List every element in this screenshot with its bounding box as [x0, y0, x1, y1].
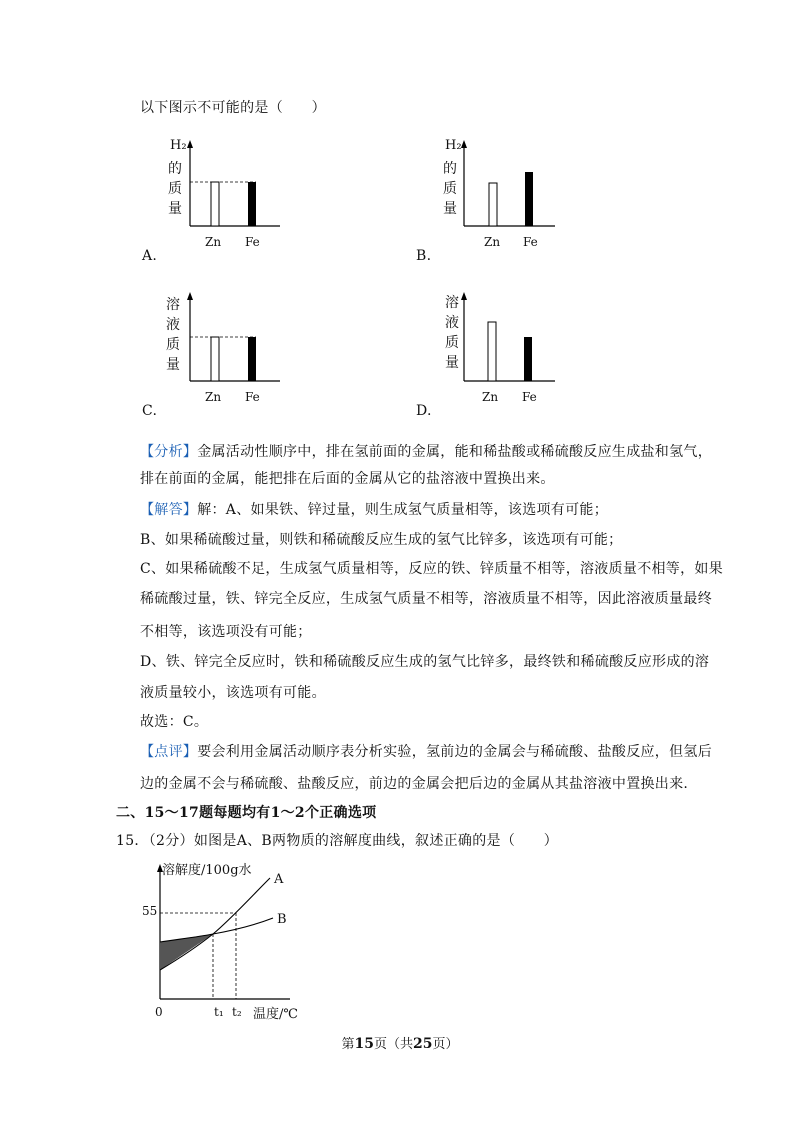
- panel-b-bar-zn: [489, 183, 497, 226]
- panel-c-bar-fe: [248, 337, 256, 381]
- analysis-line-2: 排在前面的金属，能把排在后面的金属从它的盐溶液中置换出来。: [140, 471, 555, 487]
- answer-line-6: D、铁、锌完全反应时，铁和稀硫酸反应生成的氢气比锌多，最终铁和稀硫酸反应形成的溶: [140, 654, 710, 670]
- q15-text: 15．（2分）如图是A、B两物质的溶解度曲线，叙述正确的是（ ）: [116, 833, 559, 849]
- comment-line-2: 边的金属不会与稀硫酸、盐酸反应，前边的金属会把后边的金属从其盐溶液中置换出来.: [140, 776, 689, 792]
- answer-tag: 【解答】: [140, 502, 198, 518]
- answer-line-5: 不相等，该选项没有可能；: [140, 624, 312, 640]
- comment-tag: 【点评】: [140, 744, 198, 760]
- panel-c-ylabel-4: 量: [166, 357, 180, 373]
- panel-b-ylabel-3: 质: [443, 181, 457, 197]
- option-d-label: D.: [416, 403, 432, 419]
- q15-ylabel: 溶解度/100g水: [162, 863, 252, 878]
- answer-line-8: 故选：C。: [140, 714, 209, 730]
- panel-b-xlabel-zn: Zn: [484, 235, 501, 249]
- panel-c-y-arrow: [187, 292, 193, 300]
- panel-c-ylabel-2: 液: [166, 317, 180, 333]
- answer-line-4: 稀硫酸过量，铁、锌完全反应，生成氢气质量不相等，溶液质量不相等，因此溶液质量最终: [140, 591, 712, 607]
- answer-line-7: 液质量较小，该选项有可能。: [140, 685, 326, 701]
- analysis-line-1: 【分析】金属活动性顺序中，排在氢前面的金属，能和稀盐酸或稀硫酸反应生成盐和氢气，: [140, 444, 713, 460]
- panel-c-bar-zn: [211, 337, 219, 381]
- panel-a-xlabel-zn: Zn: [205, 235, 222, 249]
- panel-a-ylabel-2: 的: [168, 161, 182, 177]
- q15-xlabel: 温度/℃: [253, 1007, 298, 1022]
- panel-a-y-arrow: [187, 140, 193, 148]
- panel-a-ylabel-3: 质: [168, 181, 182, 197]
- panel-b-ylabel-2: 的: [443, 161, 457, 177]
- answer-line-2: B、如果稀硫酸过量，则铁和稀硫酸反应生成的氢气比锌多，该选项有可能；: [140, 532, 623, 548]
- panel-a-bar-fe: [248, 182, 256, 226]
- footer-total-pages: 25: [413, 1036, 433, 1052]
- q15-origin: 0: [155, 1005, 163, 1019]
- panel-d-xlabel-fe: Fe: [522, 390, 537, 404]
- question-intro: 以下图示不可能的是（ ）: [140, 100, 326, 116]
- option-b-label: B.: [416, 248, 432, 264]
- panel-d-ylabel-2: 液: [445, 315, 459, 331]
- option-c-label: C.: [142, 403, 158, 419]
- solubility-chart: [140, 858, 320, 1028]
- panel-b-ylabel-1: H₂: [445, 138, 462, 153]
- option-a-label: A.: [142, 248, 158, 264]
- panel-a-xlabel-fe: Fe: [245, 235, 260, 249]
- panel-a-ylabel-4: 量: [168, 201, 182, 217]
- panel-d-xlabel-zn: Zn: [482, 390, 499, 404]
- panel-d-bar-fe: [524, 337, 532, 381]
- answer-line-1: 【解答】解：A、如果铁、锌过量，则生成氢气质量相等，该选项有可能；: [140, 502, 609, 518]
- footer-page-number: 15: [354, 1036, 374, 1052]
- chart-panel-d: [435, 289, 585, 407]
- q15-x-tick-t2: t₂: [232, 1005, 242, 1019]
- panel-c-xlabel-fe: Fe: [245, 390, 260, 404]
- q15-y-tick-55: 55: [142, 904, 158, 918]
- section-title: 二、15～17题每题均有1～2个正确选项: [116, 805, 377, 821]
- curve-b-label: B: [277, 912, 287, 927]
- chart-panel-a: [160, 135, 310, 250]
- panel-d-bar-zn: [488, 322, 496, 381]
- panel-d-y-arrow: [461, 292, 467, 300]
- panel-c-xlabel-zn: Zn: [205, 390, 222, 404]
- answer-line-3: C、如果稀硫酸不足，生成氢气质量相等，反应的铁、锌质量不相等，溶液质量不相等，如果: [140, 561, 724, 577]
- panel-d-ylabel-1: 溶: [445, 295, 459, 311]
- panel-a-ylabel-1: H₂: [170, 138, 187, 153]
- curve-a-label: A: [274, 872, 284, 887]
- panel-b-ylabel-4: 量: [443, 201, 457, 217]
- page-footer: 第15页（共25页）: [341, 1036, 459, 1052]
- panel-d-ylabel-4: 量: [445, 355, 459, 371]
- panel-d-ylabel-3: 质: [445, 335, 459, 351]
- comment-line-1: 【点评】要会利用金属活动顺序表分析实验，氢前边的金属会与稀硫酸、盐酸反应，但氢后: [140, 744, 713, 760]
- panel-a-bar-zn: [211, 182, 219, 226]
- panel-b-y-arrow: [461, 140, 467, 148]
- curve-b: [160, 918, 273, 942]
- panel-c-ylabel-1: 溶: [166, 297, 180, 313]
- q15-x-tick-t1: t₁: [214, 1005, 224, 1019]
- panel-c-ylabel-3: 质: [166, 337, 180, 353]
- analysis-tag: 【分析】: [140, 444, 198, 460]
- panel-b-xlabel-fe: Fe: [523, 235, 538, 249]
- panel-b-bar-fe: [525, 172, 533, 226]
- chart-panel-b: [435, 135, 585, 250]
- chart-panel-c: [160, 289, 310, 407]
